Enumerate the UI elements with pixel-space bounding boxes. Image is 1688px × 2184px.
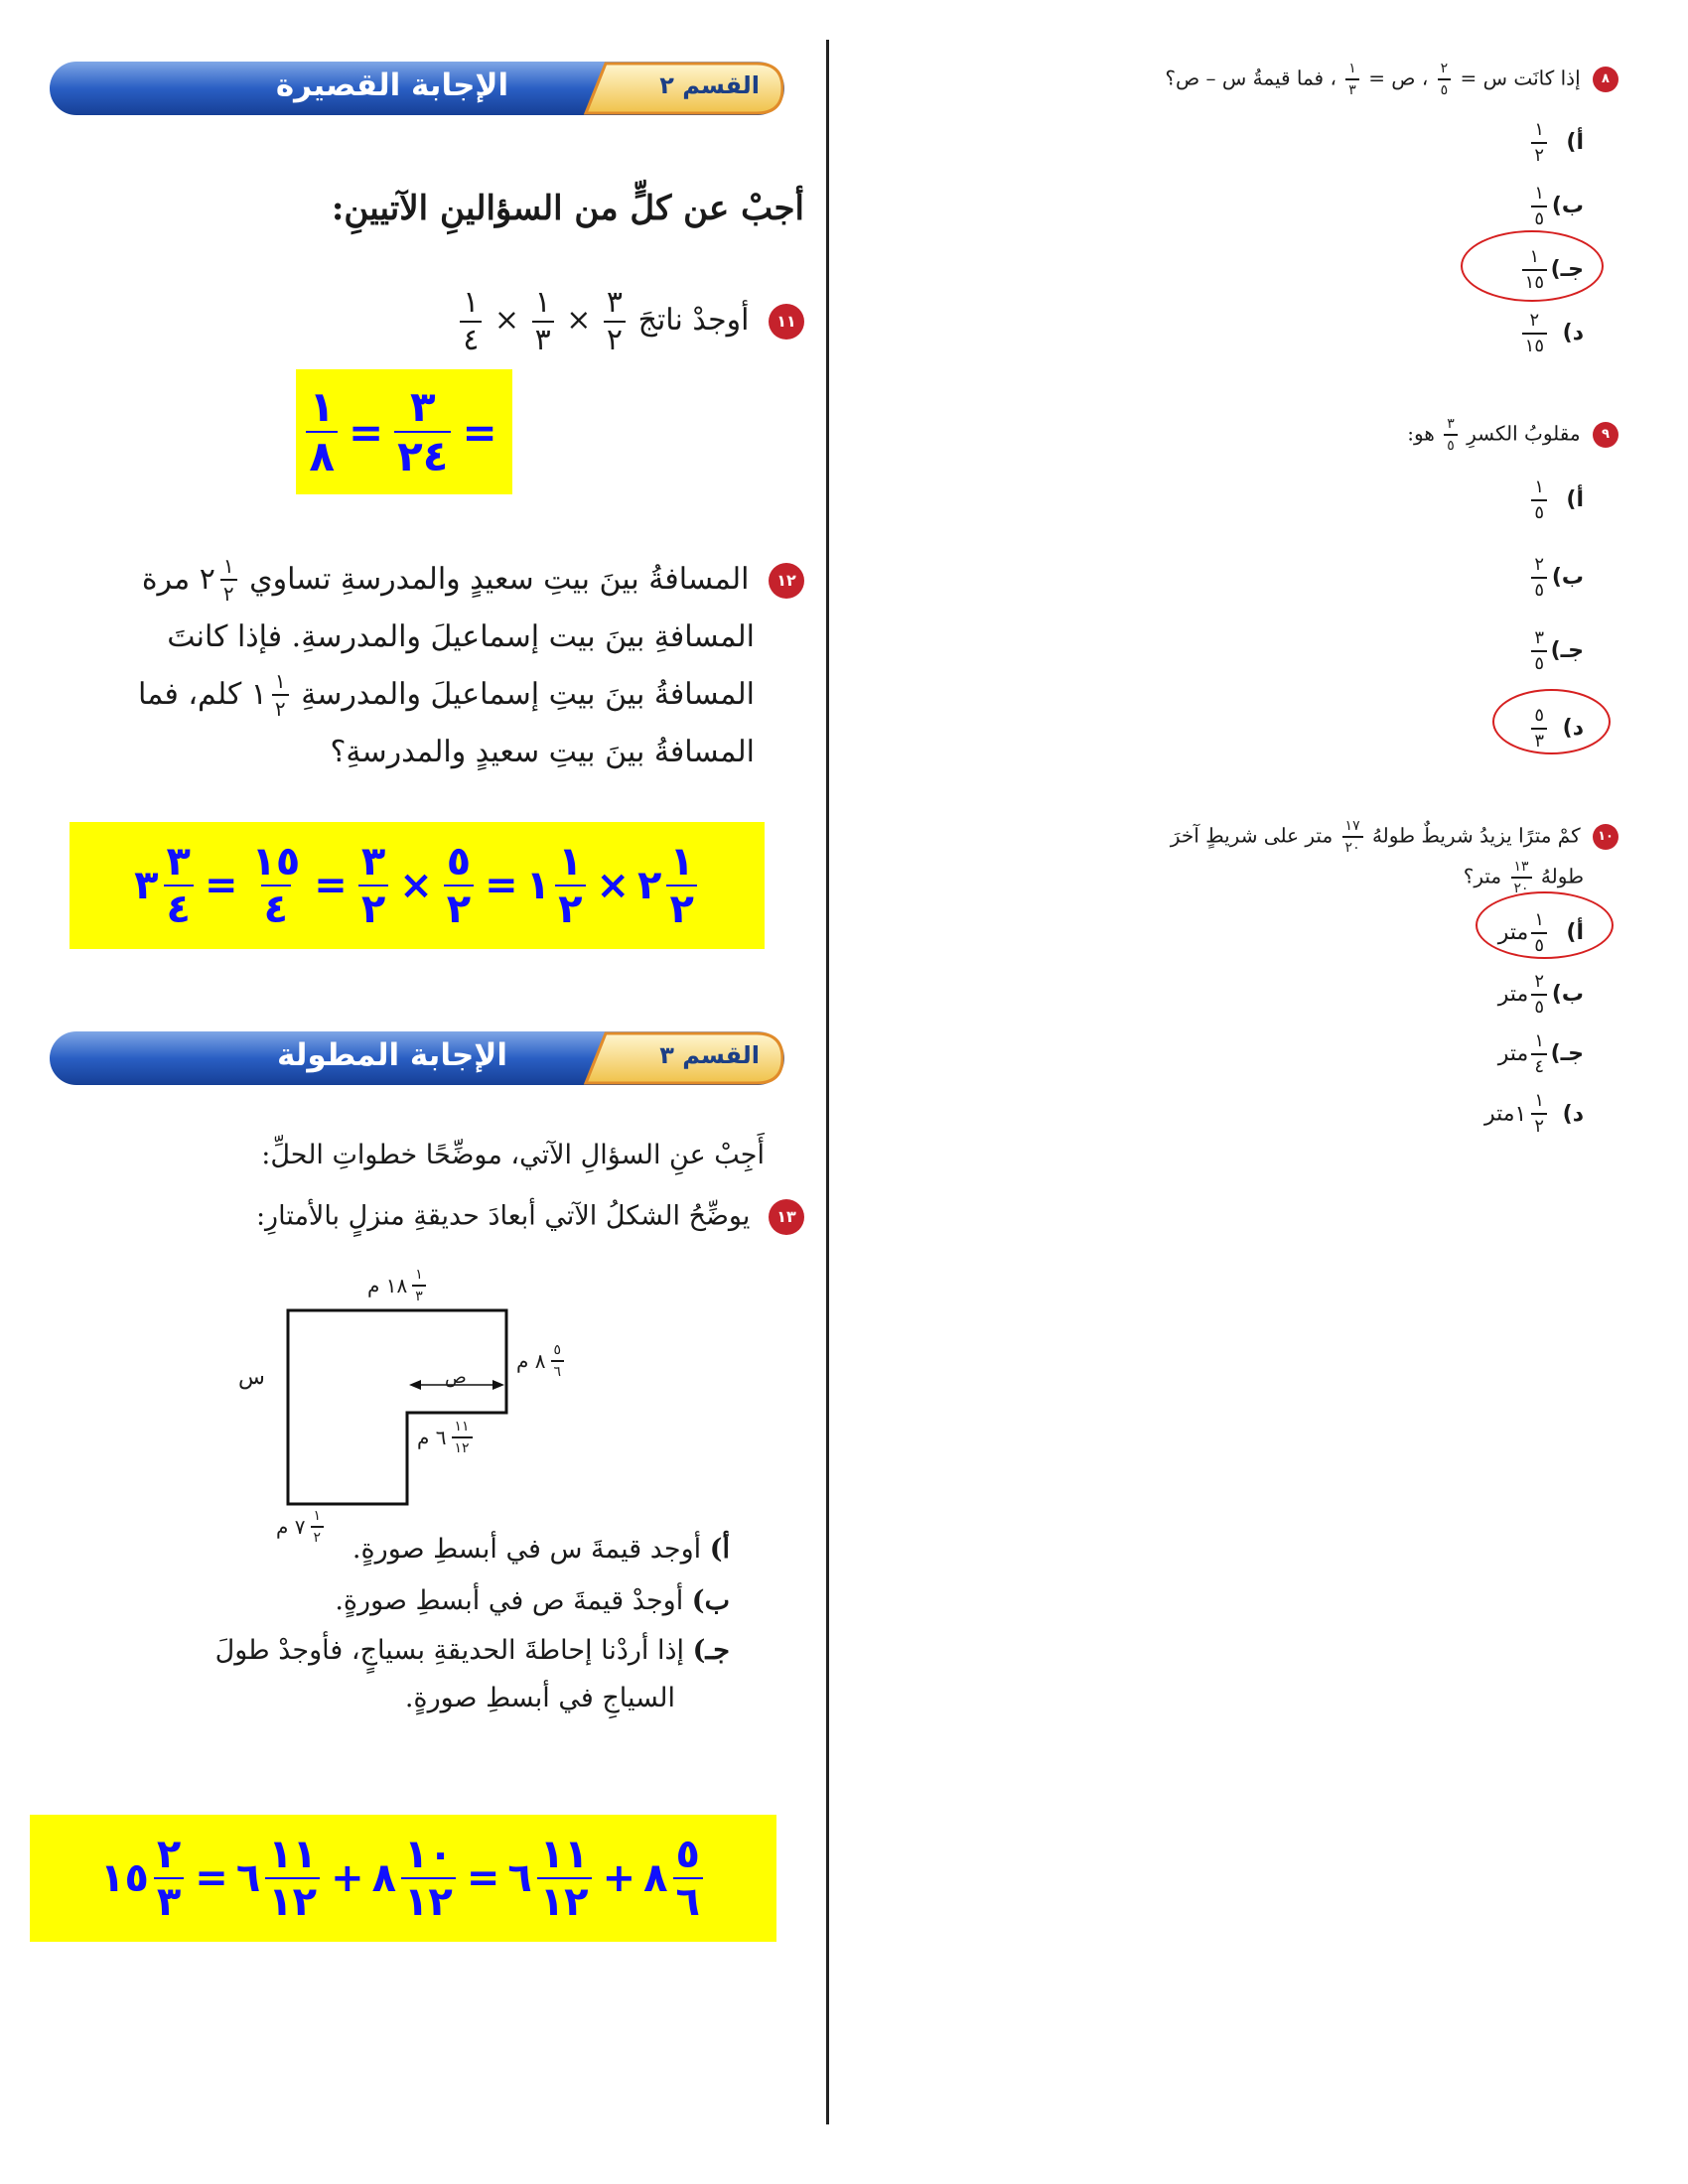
- dimension-right: ٨ $\frac{٥}{٦}$ م: [516, 1343, 567, 1379]
- column-divider: [826, 40, 829, 2124]
- part-text: أوجدْ قيمةَ ص في أبسطِ صورةٍ.: [335, 1585, 684, 1616]
- selected-answer-circle: [1492, 689, 1611, 754]
- question-number: ٨: [1593, 67, 1618, 92]
- section-banner-long-answer: [50, 1027, 784, 1089]
- section-banner-short-answer: [50, 58, 784, 119]
- section-title: الإجابة المطولة: [276, 1037, 508, 1073]
- fraction: $\frac{١}{٨}$: [306, 386, 338, 478]
- part-letter: أ): [709, 1534, 730, 1565]
- label-x: س: [238, 1365, 265, 1390]
- long-answer-instructions: أَجِبْ عنِ السؤالِ الآتي، موضِّحًا خطواتِ الحلِّ:: [261, 1140, 765, 1170]
- mixed-number: ٨ $\frac{٥}{٦}$: [643, 1835, 706, 1922]
- question-11: [457, 285, 804, 357]
- question-12: [30, 551, 804, 781]
- right-column: [844, 0, 1658, 2184]
- q8-option-b[interactable]: ب) $\frac{١}{٥}$: [1528, 185, 1584, 228]
- q8-option-d[interactable]: د) $\frac{٢}{١٥}$: [1519, 312, 1584, 355]
- q9-option-c[interactable]: جـ) $\frac{٣}{٥}$: [1528, 629, 1584, 673]
- question-text: المسافةُ بينَ بيتِ سعيدٍ والمدرسةِ تساوي: [249, 562, 750, 597]
- fraction: $\frac{١}{٣}$: [1345, 62, 1359, 97]
- question-number: ١٠: [1593, 824, 1618, 850]
- dimension-bottom: ٧ $\frac{١}{٢}$ م: [276, 1509, 327, 1545]
- fraction: $\frac{١٧}{٢٠}$: [1342, 819, 1363, 855]
- question-number: ٩: [1593, 422, 1618, 448]
- q10-option-b[interactable]: ب) $\frac{٢}{٥}$ متر: [1497, 971, 1584, 1018]
- fraction: $\frac{٣}{٢٤}$: [394, 386, 451, 478]
- fraction: $\frac{٣}{٢}$: [604, 288, 626, 355]
- equals-sign: =: [462, 407, 497, 457]
- question-8: [1165, 62, 1618, 97]
- plus-sign: +: [331, 1855, 364, 1901]
- question-text: مقلوبُ الكسرِ: [1467, 421, 1581, 446]
- question-10: [1171, 819, 1618, 855]
- question-text: يوضِّحُ الشكلُ الآتي أبعادَ حديقةِ منزلٍ بالأمتارِ:: [255, 1200, 751, 1232]
- question-number: ١٢: [769, 563, 804, 599]
- equals-sign: =: [466, 1855, 500, 1901]
- question-text: مرة: [141, 562, 191, 597]
- part-letter: ب): [691, 1585, 730, 1616]
- question-text: المسافةُ بينَ بيتِ سعيدٍ والمدرسةِ؟: [330, 735, 755, 769]
- question-text: متر على شريطٍ آخرَ: [1170, 823, 1334, 848]
- q9-option-d[interactable]: د) $\frac{٥}{٣}$: [1528, 707, 1584, 751]
- question-text: أوجدْ ناتجَ: [637, 303, 750, 338]
- mixed-number: ٢ $\frac{١}{٢}$: [200, 551, 240, 609]
- mixed-number: ٣ $\frac{٣}{٤}$: [134, 842, 197, 929]
- fraction: $\frac{٢}{٥}$: [1438, 62, 1452, 97]
- mixed-number: ٦ $\frac{١١}{١٢}$: [236, 1835, 323, 1922]
- question-text: متر؟: [1463, 864, 1502, 888]
- question-text: كمْ مترًا يزيدُ شريطٌ طولهُ: [1371, 823, 1581, 848]
- part-a: [352, 1534, 730, 1565]
- section-label: القسم ٣: [659, 1041, 760, 1069]
- section-label: القسم ٢: [659, 71, 760, 99]
- fraction: $\frac{١}{٤}$: [460, 288, 482, 355]
- times-sign: ×: [596, 863, 631, 908]
- question-text: هو:: [1407, 421, 1435, 446]
- equals-sign: =: [204, 863, 238, 908]
- question-10-line2: [1464, 860, 1584, 895]
- question-text: ، فما قيمةُ س – ص؟: [1165, 66, 1336, 90]
- equals-sign: =: [485, 863, 518, 908]
- selected-answer-circle: [1476, 891, 1614, 959]
- times-sign: ×: [399, 863, 433, 908]
- question-text: المسافةِ بينَ بيت إسماعيلَ والمدرسةِ. فإذا كانتَ: [167, 619, 755, 654]
- dimension-top: ١٨ $\frac{١}{٣}$ م: [367, 1268, 429, 1303]
- mixed-number: ١ $\frac{١}{٢}$: [526, 842, 589, 929]
- section-title: الإجابة القصيرة: [275, 68, 509, 103]
- fraction: $\frac{٣}{٢}$: [358, 842, 388, 929]
- mixed-number: ٢ $\frac{١}{٢}$: [637, 842, 700, 929]
- q10-option-c[interactable]: جـ) $\frac{١}{٤}$ متر: [1497, 1030, 1584, 1077]
- part-text: أوجد قيمةَ س في أبسطِ صورةٍ.: [352, 1534, 702, 1565]
- q10-option-a[interactable]: أ) $\frac{١}{٥}$ متر: [1497, 909, 1584, 956]
- fraction: $\frac{١}{٣}$: [532, 288, 554, 355]
- mixed-number: ١٥ $\frac{٢}{٣}$: [100, 1835, 187, 1922]
- left-column: [30, 0, 824, 2184]
- q8-option-c[interactable]: جـ) $\frac{١}{١٥}$: [1519, 248, 1584, 292]
- question-text: طولهُ: [1540, 864, 1584, 888]
- garden-figure: [179, 1266, 655, 1546]
- equals-sign: =: [314, 863, 348, 908]
- part-b: [335, 1585, 730, 1616]
- part-letter: جـ): [692, 1635, 730, 1666]
- times-sign: ×: [566, 303, 592, 338]
- part-text: إذا أردْنا إحاطةَ الحديقةِ بسياجٍ، فأوجدْ طولَ: [214, 1635, 685, 1666]
- question-number: ١١: [769, 304, 804, 340]
- answer-highlight-q13: [30, 1815, 776, 1942]
- question-13: [256, 1199, 804, 1235]
- equals-sign: =: [348, 407, 384, 457]
- garden-shape: [179, 1266, 655, 1524]
- part-c-line2: السياجِ في أبسطِ صورةٍ.: [404, 1683, 675, 1713]
- mixed-number: ١ $\frac{١}{٢}$: [251, 666, 292, 724]
- question-text: إذا كانَت س =: [1460, 66, 1581, 90]
- question-9: [1407, 417, 1618, 453]
- dimension-inner: ٦ $\frac{١١}{١٢}$ م: [417, 1420, 476, 1455]
- plus-sign: +: [602, 1855, 636, 1901]
- q8-option-a[interactable]: أ) $\frac{١}{٢}$: [1528, 121, 1584, 165]
- label-y: ص: [445, 1367, 467, 1388]
- part-c: [215, 1635, 730, 1666]
- fraction: $\frac{١٥}{٤}$: [251, 839, 301, 932]
- q9-option-b[interactable]: ب) $\frac{٢}{٥}$: [1528, 556, 1584, 600]
- equals-sign: =: [195, 1855, 228, 1901]
- fraction: $\frac{١٣}{٢٠}$: [1511, 860, 1532, 895]
- question-text: المسافةُ بينَ بيتِ إسماعيلَ والمدرسةِ: [301, 677, 755, 712]
- selected-answer-circle: [1461, 230, 1604, 302]
- answer-highlight-q11: [296, 369, 512, 494]
- question-number: ١٣: [769, 1199, 804, 1235]
- fraction: $\frac{٣}{٥}$: [1444, 417, 1458, 453]
- mixed-number: ٦ $\frac{١١}{١٢}$: [507, 1835, 594, 1922]
- mixed-number: ٨ $\frac{١٠}{١٢}$: [372, 1835, 459, 1922]
- q10-option-d[interactable]: د) ١ $\frac{١}{٢}$ متر: [1483, 1090, 1584, 1137]
- short-answer-instructions: أجبْ عن كلٍّ من السؤالينِ الآتيينِ:: [331, 189, 804, 228]
- question-text: ، ص =: [1368, 66, 1429, 90]
- q9-option-a[interactable]: أ) $\frac{١}{٥}$: [1528, 478, 1584, 522]
- answer-highlight-q12: [70, 822, 765, 949]
- fraction: $\frac{٥}{٢}$: [444, 842, 474, 929]
- question-text: كلم، فما: [138, 677, 242, 712]
- times-sign: ×: [493, 303, 520, 338]
